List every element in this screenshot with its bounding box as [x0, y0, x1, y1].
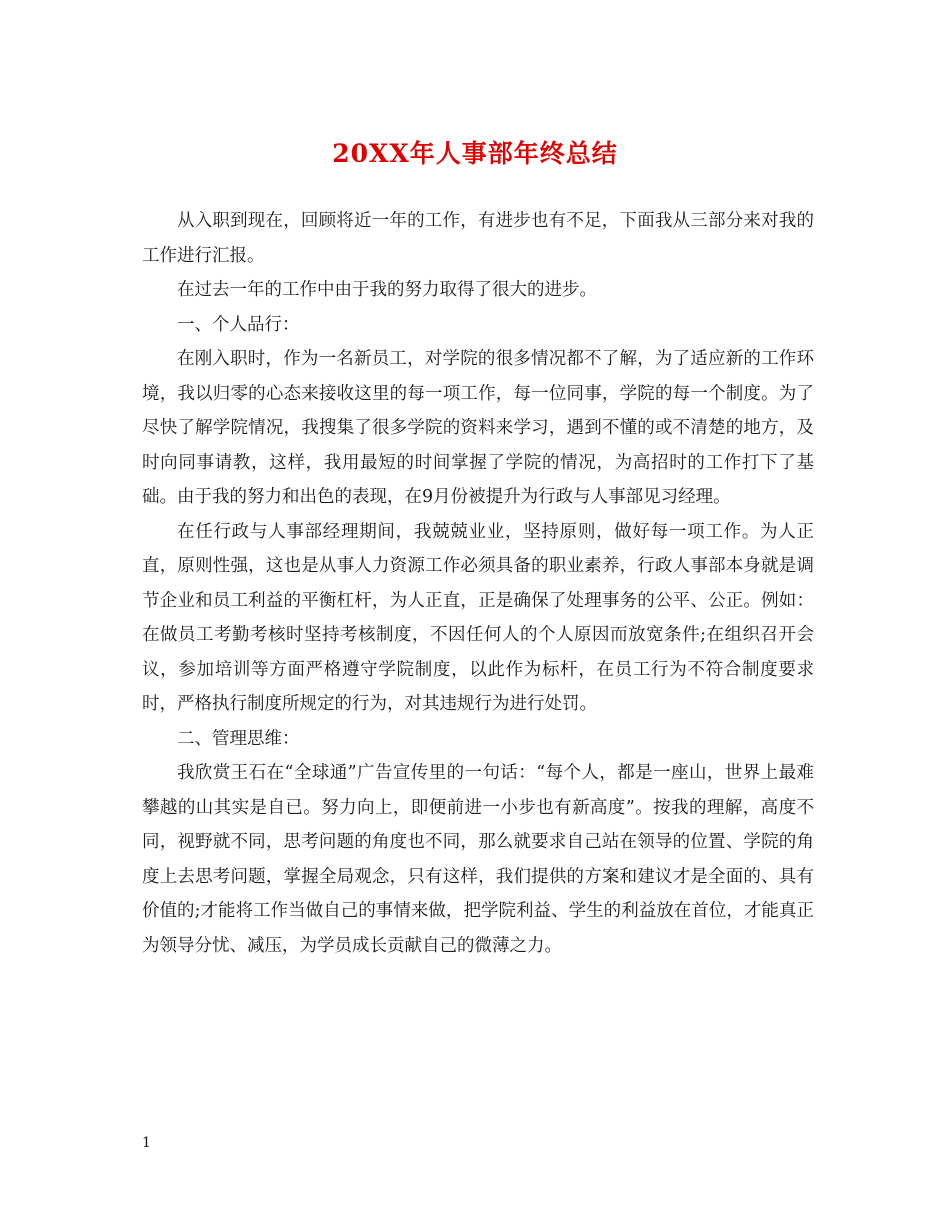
section-heading: 一、个人品行： — [177, 314, 300, 335]
page-number: 1 — [142, 1135, 151, 1151]
paragraph: 在过去一年的工作中由于我的努力取得了很大的进步。 — [177, 280, 597, 300]
paragraph: 从入职到现在，回顾将近一年的工作，有进步也有不足，下面我从三部分来对我的工作进行汇报。 — [142, 211, 814, 266]
paragraph: 我欣赏王石在“全球通”广告宣传里的一句话：“每个人，都是一座山，世界上最难攀越的山其实是自已。努力向上，即便前进一小步也有新高度”。按我的理解，高度不同，视野就不同，思考问题的角度也不同，那么就要求自己站在领导的位置、学院的角度上去思考问题，掌握全局观念，只有这样，我们提供的方案和建议才是全面的、具有价值的;才能将工作当做自己的事情来做，把学院利益、学生的利益放在首位，才能真正为领导分忧、减压，为学员成长贡献自己的微薄之力。 — [142, 763, 814, 956]
paragraph: 在刚入职时，作为一名新员工，对学院的很多情况都不了解，为了适应新的工作环境，我以归零的心态来接收这里的每一项工作，每一位同事，学院的每一个制度。为了尽快了解学院情况，我搜集了很多学院的资料来学习，遇到不懂的或不清楚的地方，及时向同事请教，这样，我用最短的时间掌握了学院的情况，为高招时的工作打下了基础。由于我的努力和出色的表现，在9月份被提升为行政与人事部见习经理。 — [142, 349, 814, 507]
document-title: 20XX年人事部年终总结 — [332, 139, 618, 168]
document-body — [142, 204, 814, 963]
paragraph: 在任行政与人事部经理期间，我兢兢业业，坚持原则，做好每一项工作。为人正直，原则性强，这也是从事人力资源工作必须具备的职业素养，行政人事部本身就是调节企业和员工利益的平衡杠杆，为人正直，正是确保了处理事务的公平、公正。例如：在做员工考勤考核时坚持考核制度，不因任何人的个人原因而放宽条件;在组织召开会议，参加培训等方面严格遵守学院制度，以此作为标杆，在员工行为不符合制度要求时，严格执行制度所规定的行为，对其违规行为进行处罚。 — [142, 521, 814, 714]
section-heading: 二、管理思维： — [177, 728, 300, 749]
